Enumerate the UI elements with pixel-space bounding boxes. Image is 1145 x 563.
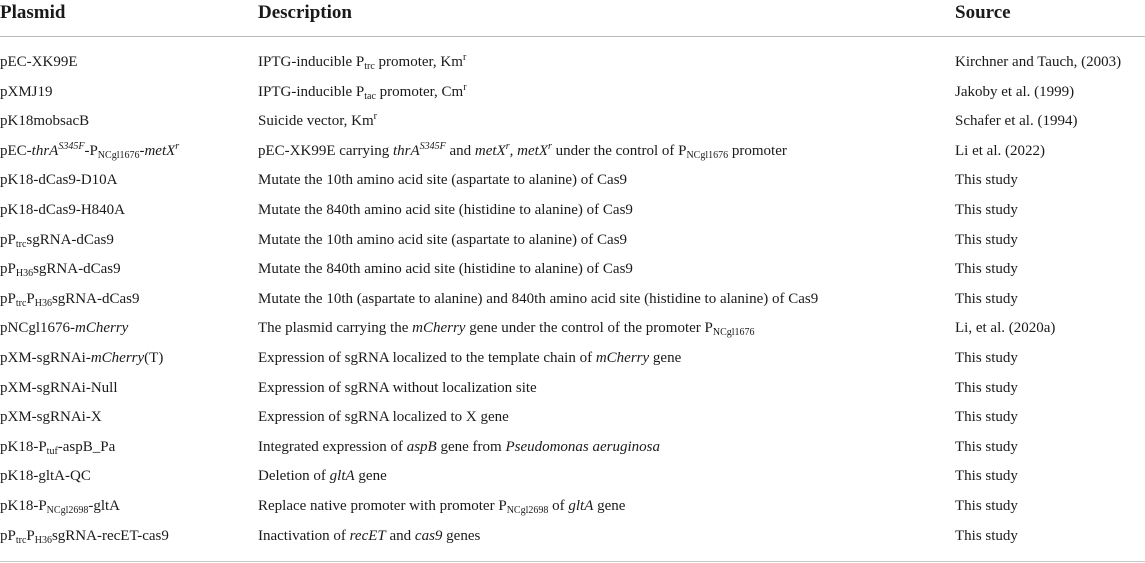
cell-plasmid: pNCgl1676-mCherry: [0, 320, 129, 337]
table-row: [0, 435, 1145, 465]
cell-source: This study: [955, 201, 1018, 218]
table-row: [0, 524, 1145, 554]
cell-plasmid: pXMJ19: [0, 83, 53, 100]
table-row: [0, 80, 1145, 110]
cell-source: This study: [955, 379, 1018, 396]
cell-source: This study: [955, 409, 1018, 426]
cell-source: This study: [955, 468, 1018, 485]
table-row: [0, 316, 1145, 346]
table-row: [0, 257, 1145, 287]
cell-plasmid: pXM-sgRNAi-mCherry(T): [0, 349, 164, 366]
table-row: [0, 50, 1145, 80]
cell-description: IPTG-inducible $P_{trc}$ promoter, Km$^r$: [258, 52, 467, 72]
cell-plasmid: pK18-dCas9-H840A: [0, 201, 125, 218]
cell-plasmid: pK18-gltA-QC: [0, 468, 91, 485]
table-row: [0, 346, 1145, 376]
header-description: Description: [258, 2, 352, 23]
table-row: [0, 228, 1145, 258]
cell-plasmid: $pP_{trc}P_{H36}sgRNA-recET-cas9$: [0, 527, 169, 546]
cell-description: Deletion of gltA gene: [258, 468, 387, 485]
cell-plasmid: pK18-dCas9-D10A: [0, 172, 118, 189]
cell-description: Mutate the 10th amino acid site (aspartate to alanine) of Cas9: [258, 172, 628, 189]
cell-plasmid: pXM-sgRNAi-X: [0, 409, 102, 426]
header-plasmid: Plasmid: [0, 2, 66, 23]
cell-plasmid: pXM-sgRNAi-Null: [0, 379, 118, 396]
table-row: [0, 494, 1145, 524]
cell-description: Integrated expression of aspB gene from Pseudomonas aeruginosa: [258, 438, 661, 455]
table-row: [0, 198, 1145, 228]
cell-source: This study: [955, 290, 1018, 307]
cell-description: Mutate the 840th amino acid site (histidine to alanine) of Cas9: [258, 201, 633, 218]
cell-description: Replace native promoter with promoter $P_{NCgl2698}$ of gltA gene: [258, 497, 626, 516]
cell-description: Mutate the 10th amino acid site (aspartate to alanine) of Cas9: [258, 231, 628, 248]
cell-source: This study: [955, 527, 1018, 544]
cell-description: Mutate the 840th amino acid site (histidine to alanine) of Cas9: [258, 261, 633, 278]
cell-source: Li, et al. (2020a): [955, 320, 1056, 337]
cell-source: Schafer et al. (1994): [955, 113, 1078, 130]
table-row: [0, 287, 1145, 317]
table-body: [0, 50, 1145, 553]
table-row: [0, 139, 1145, 169]
cell-plasmid: pK18mobsacB: [0, 113, 90, 130]
cell-description: The plasmid carrying the mCherry gene under the control of the promoter $P_{NCgl1676}$: [258, 320, 755, 339]
cell-description: Suicide vector, Km$^r$: [258, 111, 377, 130]
cell-description: Inactivation of recET and cas9 genes: [258, 527, 481, 544]
cell-source: Li et al. (2022): [955, 142, 1045, 159]
table-header: [0, 0, 1145, 37]
cell-source: Jakoby et al. (1999): [955, 83, 1075, 100]
table-row: [0, 464, 1145, 494]
cell-description: IPTG-inducible $P_{tac}$ promoter, Cm$^r$: [258, 81, 467, 102]
cell-description: pEC-XK99E carrying thrA$^{S345F}$ and metX$^r$, metX$^r$ under the control of $P_{NCgl1676}$ promoter: [258, 140, 787, 161]
table-row: [0, 405, 1145, 435]
cell-source: This study: [955, 349, 1018, 366]
cell-plasmid: $pK18-P_{tuf}-aspB\_Pa$: [0, 438, 116, 457]
cell-source: Kirchner and Tauch, (2003): [955, 54, 1122, 70]
cell-description: Mutate the 10th (aspartate to alanine) and 840th amino acid site (histidine to alanine) of Cas9: [258, 290, 819, 307]
cell-plasmid: $pK18-P_{NCgl2698}$-gltA: [0, 497, 121, 516]
cell-plasmid: pEC-$thrA^{S345F}-P_{NCgl1676}-metX^r$: [0, 140, 180, 161]
table-row: [0, 109, 1145, 139]
table-bottom-rule: [0, 561, 1145, 562]
cell-source: This study: [955, 438, 1018, 455]
cell-source: This study: [955, 261, 1018, 278]
table-row: [0, 376, 1145, 406]
cell-plasmid: pEC-XK99E: [0, 54, 78, 70]
cell-plasmid: $pP_{H36}sgRNA-dCas9$: [0, 261, 121, 280]
cell-description: Expression of sgRNA localized to the template chain of mCherry gene: [258, 349, 682, 366]
cell-plasmid: $pP_{trc}P_{H36}sgRNA-dCas9$: [0, 290, 140, 309]
cell-plasmid: $pP_{trc}sgRNA-dCas9$: [0, 231, 114, 250]
cell-description: Expression of sgRNA localized to X gene: [258, 409, 509, 426]
cell-description: Expression of sgRNA without localization site: [258, 379, 537, 396]
header-source: Source: [955, 2, 1011, 23]
cell-source: This study: [955, 172, 1018, 189]
cell-source: This study: [955, 497, 1018, 514]
table-row: [0, 168, 1145, 198]
cell-source: This study: [955, 231, 1018, 248]
